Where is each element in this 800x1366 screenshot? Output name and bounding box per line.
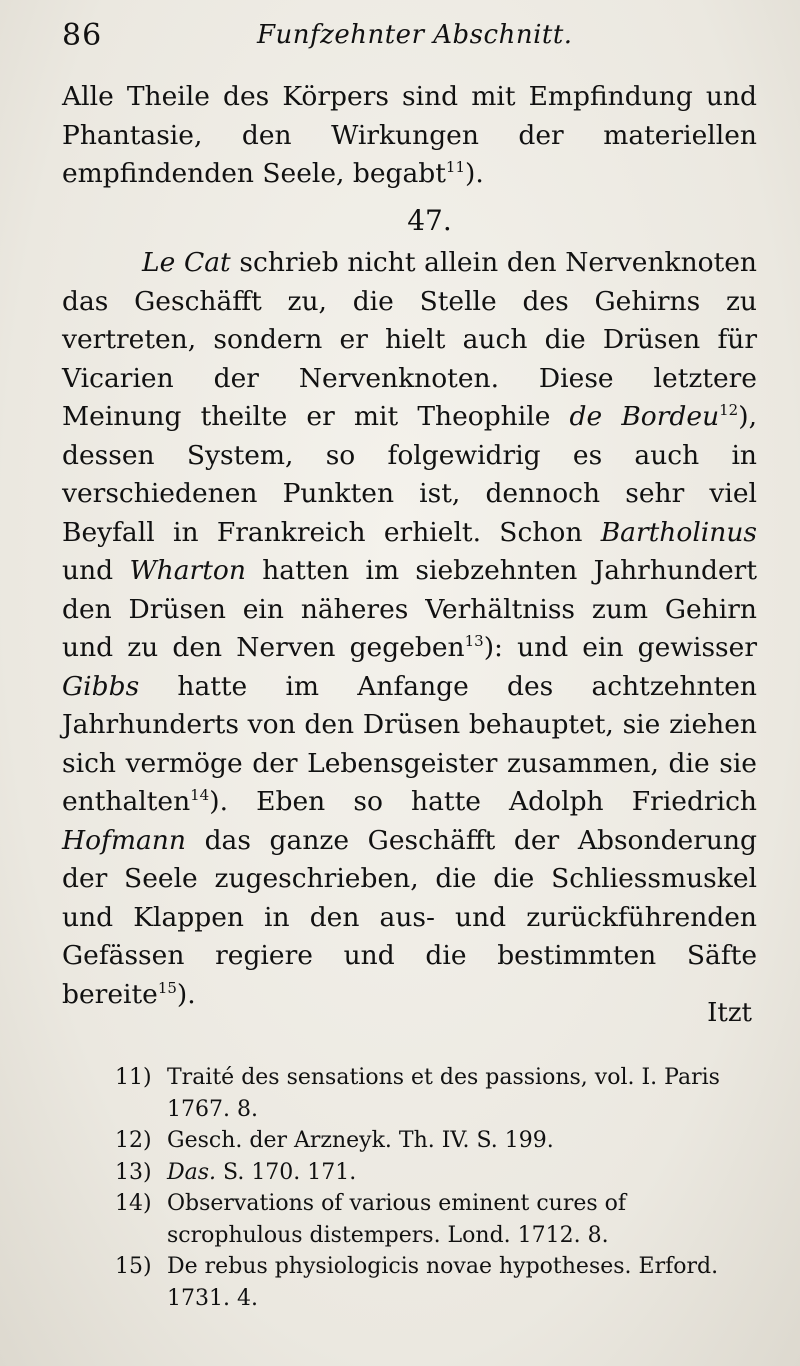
paragraph-2 xyxy=(62,244,757,1014)
text-run: ), dessen System, so folgewidrig es auch in verschiedenen Punkten ist, dennoch sehr viel Beyfall in Frankreich erhielt. Schon xyxy=(62,401,757,548)
footnote-ref-12: 12 xyxy=(719,401,739,419)
footnote-ref-14: 14 xyxy=(190,786,210,804)
main-text xyxy=(62,78,757,1014)
footnote-number: 15) xyxy=(115,1254,152,1279)
text-run: ): und ein gewisser xyxy=(483,632,757,663)
footnote-number: 13) xyxy=(115,1159,152,1185)
footnote-text: Observations of various eminent cures of scrophulous distempers. Lond. 1712. 8. xyxy=(167,1191,627,1248)
footnote-text: Gesch. der Arzneyk. Th. IV. S. 199. xyxy=(167,1128,554,1153)
text-run: hatte im Anfange des achtzehnten Jahrhunderts von den Drüsen behauptet, sie ziehen sich vermöge der Lebensgeister zusammen, die sie enthalten xyxy=(62,670,757,817)
page-number: 86 xyxy=(62,18,103,53)
footnote-text: Traité des sensations et des passions, vol. I. Paris 1767. 8. xyxy=(167,1065,720,1122)
footnote xyxy=(115,1188,755,1251)
footnote-ref-11: 11 xyxy=(445,158,466,176)
running-title: Funfzehnter Abschnitt. xyxy=(257,20,573,50)
text-run: ). xyxy=(176,978,196,1010)
footnote-number: 12) xyxy=(115,1128,152,1153)
text-run: hatten im siebzehnten Jahrhundert den Drüsen ein näheres Verhältniss zum Gehirn und zu den Nerven gegeben xyxy=(62,555,757,663)
footnote xyxy=(115,1251,755,1314)
author-name: Le Cat xyxy=(142,247,231,278)
footnote-number: 11) xyxy=(115,1065,152,1090)
text-run: und xyxy=(62,555,130,586)
author-name: Gibbs xyxy=(62,670,140,702)
author-name: de Bordeu xyxy=(569,401,720,432)
footnote xyxy=(115,1062,755,1125)
footnotes xyxy=(115,1062,755,1314)
text-run: ). xyxy=(465,158,484,189)
footnote-text: S. 170. 171. xyxy=(216,1159,357,1185)
catchword: Itzt xyxy=(707,998,752,1028)
text-run: Alle Theile des Körpers sind mit Empfindung und Phantasie, den Wirkungen der materiellen empfindenden Seele, begabt xyxy=(62,81,757,189)
footnote-ref-15: 15 xyxy=(157,978,177,997)
footnote-abbreviation: Das. xyxy=(167,1159,217,1185)
section-number: 47. xyxy=(407,203,452,237)
footnote xyxy=(115,1157,755,1189)
author-name: Hofmann xyxy=(62,824,186,856)
text-run: das ganze Geschäfft der Absonderung der Seele zugeschrieben, die die Schliessmuskel und Klappen in den aus- und zurückführenden Gefässen regiere und die bestimmten Säfte bereite xyxy=(62,824,757,1010)
text-run: schrieb nicht allein den Nervenknoten das Geschäfft zu, die Stelle des Gehirns zu vertreten, sondern er hielt auch die Drüsen für Vicarien der Nervenknoten. Diese letztere Meinung theilte er mit Theophile xyxy=(62,247,757,432)
author-name: Bartholinus xyxy=(600,516,757,548)
footnote-ref-13: 13 xyxy=(464,632,484,650)
paragraph-1 xyxy=(62,78,757,194)
page-header xyxy=(62,18,740,58)
author-name: Wharton xyxy=(129,555,246,586)
footnote-text: De rebus physiologicis novae hypotheses. Erford. 1731. 4. xyxy=(167,1254,719,1311)
footnote-number: 14) xyxy=(115,1191,152,1216)
text-run: ). Eben so hatte Adolph Friedrich xyxy=(209,786,757,817)
footnote xyxy=(115,1125,755,1157)
